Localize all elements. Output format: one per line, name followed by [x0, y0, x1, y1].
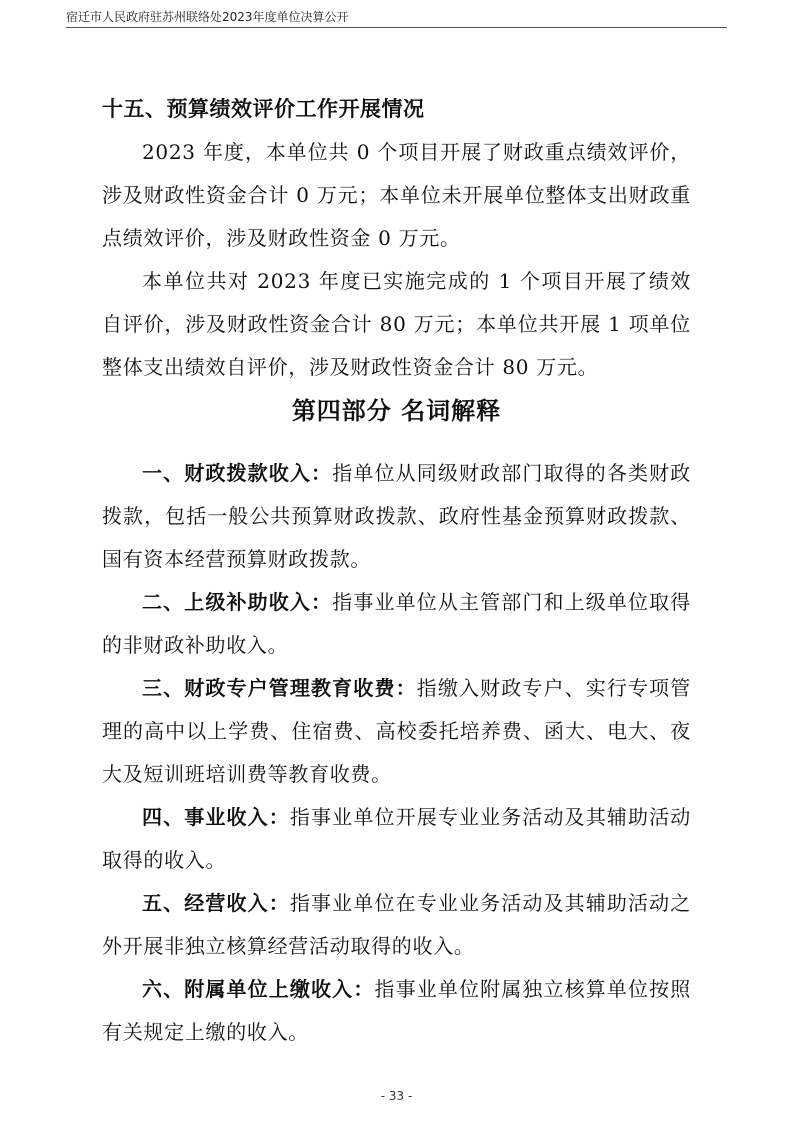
term-definition — [102, 796, 691, 882]
term-title: 六、附属单位上缴收入： — [142, 977, 375, 1001]
term-title: 一、财政拨款收入： — [142, 461, 333, 485]
term-title: 三、财政专户管理教育收费： — [142, 676, 417, 700]
term-title: 五、经营收入： — [142, 891, 290, 915]
term-description: 指事业单位附属独立核算单位按照有关规定上缴的收入。 — [102, 977, 691, 1044]
header-divider — [66, 27, 727, 28]
term-description: 指事业单位从主管部门和上级单位取得的非财政补助收入。 — [102, 590, 691, 657]
page-number: - 33 - — [380, 1089, 413, 1103]
part-4-heading: 第四部分 名词解释 — [291, 397, 502, 425]
section-15-heading: 十五、预算绩效评价工作开展情况 — [102, 97, 425, 121]
term-definition — [102, 968, 691, 1054]
term-definition — [102, 667, 691, 796]
section-15-paragraph-1: 2023 年度，本单位共 0 个项目开展了财政重点绩效评价，涉及财政性资金合计 0 万元；本单位未开展单位整体支出财政重点绩效评价，涉及财政性资金 0 万元。 — [102, 140, 691, 250]
term-description: 指单位从同级财政部门取得的各类财政拨款，包括一般公共预算财政拨款、政府性基金预算财政拨款、国有资本经营预算财政拨款。 — [102, 461, 691, 571]
term-description: 指事业单位开展专业业务活动及其辅助活动取得的收入。 — [102, 805, 691, 872]
section-15-paragraph-2: 本单位共对 2023 年度已实施完成的 1 个项目开展了绩效自评价，涉及财政性资金合计 80 万元；本单位共开展 1 项单位整体支出绩效自评价，涉及财政性资金合计 80 万元。 — [102, 269, 691, 379]
term-title: 二、上级补助收入： — [142, 590, 333, 614]
page-header: 宿迁市人民政府驻苏州联络处2023年度单位决算公开 — [66, 10, 349, 24]
term-definition — [102, 452, 691, 581]
term-description: 指缴入财政专户、实行专项管理的高中以上学费、住宿费、高校委托培养费、函大、电大、夜大及短训班培训费等教育收费。 — [102, 676, 691, 786]
term-description: 指事业单位在专业业务活动及其辅助活动之外开展非独立核算经营活动取得的收入。 — [102, 891, 691, 958]
term-title: 四、事业收入： — [142, 805, 290, 829]
term-definition — [102, 882, 691, 968]
term-definition — [102, 581, 691, 667]
